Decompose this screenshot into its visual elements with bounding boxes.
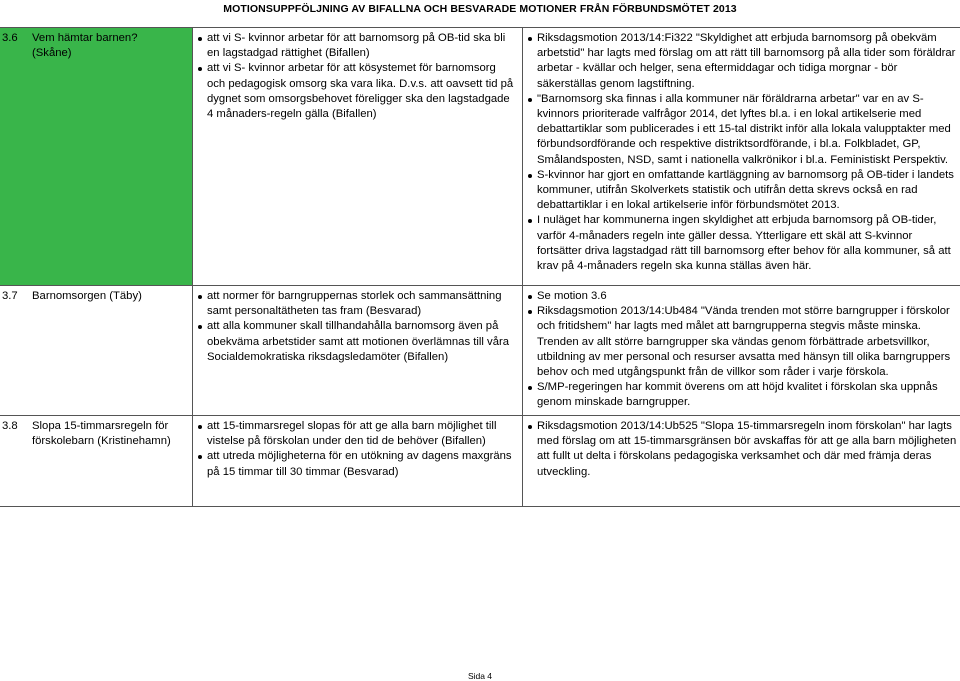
table-row-3-7	[0, 285, 960, 416]
list-item: att vi S- kvinnor arbetar för att barnomsorg på OB-tid ska bli en lagstadgad rättighet (Bifallen)	[196, 31, 514, 61]
list-item: Riksdagsmotion 2013/14:Ub525 "Slopa 15-timmarsregeln inom förskolan" har lagts med förslag om att 15-timmarsgränsen bör avskaffas för att ge alla barn möjligheten att fullt ut delta i förskolans pedagogiska verksamhet och där med främja deras utveckling.	[526, 419, 958, 480]
list-item: I nuläget har kommunerna ingen skyldighet att erbjuda barnomsorg på OB-tider, varför 4-månaders regeln inte gäller dessa. Ytterligare ett skäl att S-kvinnor fortsätter driva lagstadgad rätt till barnomsorg efter behov för alla kommuner, så att krav på 4-månaders regeln ska kunna ställas även här.	[526, 213, 958, 274]
list-item: S/MP-regeringen har kommit överens om att höjd kvalitet i förskolan ska uppnås genom minskade barngrupper.	[526, 380, 958, 410]
list-item: Se motion 3.6	[526, 289, 958, 304]
list-item: Riksdagsmotion 2013/14:Ub484 "Vända trenden mot större barngrupper i förskolor och fritidshem" har lagts med målet att barngrupperna stegvis måste minska. Trenden av allt större barngrupper ska vändas genom förbättrade arbetsvillkor, utbildning av mer personal och resurser avsatta med hänsyn till olika barngruppers behov och med utgångspunkt från de villkor som råder i varje förskola.	[526, 304, 958, 380]
list-item: S-kvinnor har gjort en omfattande kartläggning av barnomsorg på OB-tider i landets kommuner, utifrån Skolverkets statistik och utifrån detta skrevs också en rad debattartiklar i en lokal artikelserie inför förbundsmötet 2013.	[526, 168, 958, 214]
page-number: Sida 4	[467, 671, 493, 681]
row-number: 3.6	[2, 32, 18, 44]
list-item: att alla kommuner skall tillhandahålla barnomsorg även på obekväma arbetstider samt att motionen överlämnas till våra Socialdemokratiska riksdagsledamöter (Bifallen)	[196, 319, 514, 365]
list-item: att vi S- kvinnor arbetar för att kösystemet för barnomsorg och pedagogisk omsorg ska vara lika. D.v.s. att oavsett tid på dygnet som omsorgsbehovet föreligger ska den lagstadgade 4 månaders-regeln gälla (Bifallen)	[196, 61, 514, 122]
list-item: att 15-timmarsregel slopas för att ge alla barn möjlighet till vistelse på förskolan under den tid de behöver (Bifallen)	[196, 419, 514, 449]
list-item: att utreda möjligheterna för en utökning av dagens maxgräns på 15 timmar till 30 timmar (Besvarad)	[196, 449, 514, 479]
proposals	[192, 416, 514, 506]
proposals	[192, 286, 514, 416]
table-row-3-6	[0, 27, 960, 286]
row-title: Slopa 15-timmarsregeln för förskolebarn (Kristinehamn)	[32, 420, 171, 448]
row-number: 3.7	[2, 290, 18, 302]
list-item: Riksdagsmotion 2013/14:Fi322 "Skyldighet att erbjuda barnomsorg på obekväm arbetstid" har lagts med förslag om att rätt till barnomsorg på alla tider som föräldrar arbetar - kvällar och helger, sena eftermiddagar och tidiga morgnar - bör säkerställas genom lagstiftning.	[526, 31, 958, 92]
list-item: "Barnomsorg ska finnas i alla kommuner när föräldrarna arbetar" var en av S-kvinnors prioriterade valfrågor 2014, det lyftes bl.a. i en lokal artikelserie med debattartiklar som publicerades i ett 15-tal distrikt inför alla lokala valupptakter med förbundsordförande och respektive distriktsordförande, i bl.a. Folkbladet, GP, Smålandsposten, NSD, samt i nationella valkrönikor i bl.a. Feministiskt Perspektiv.	[526, 92, 958, 168]
row-title: Vem hämtar barnen? (Skåne)	[32, 32, 138, 60]
answers	[522, 286, 958, 416]
list-item: att normer för barngruppernas storlek och sammansättning samt personaltätheten tas fram (Besvarad)	[196, 289, 514, 319]
page-header: MOTIONSUPPFÖLJNING AV BIFALLNA OCH BESVARADE MOTIONER FRÅN FÖRBUNDSMÖTET 2013	[223, 3, 737, 15]
proposals	[192, 28, 514, 286]
table-row-3-8	[0, 415, 960, 507]
row-title: Barnomsorgen (Täby)	[32, 290, 142, 302]
answers	[522, 416, 958, 506]
row-number: 3.8	[2, 420, 18, 432]
answers	[522, 28, 958, 286]
